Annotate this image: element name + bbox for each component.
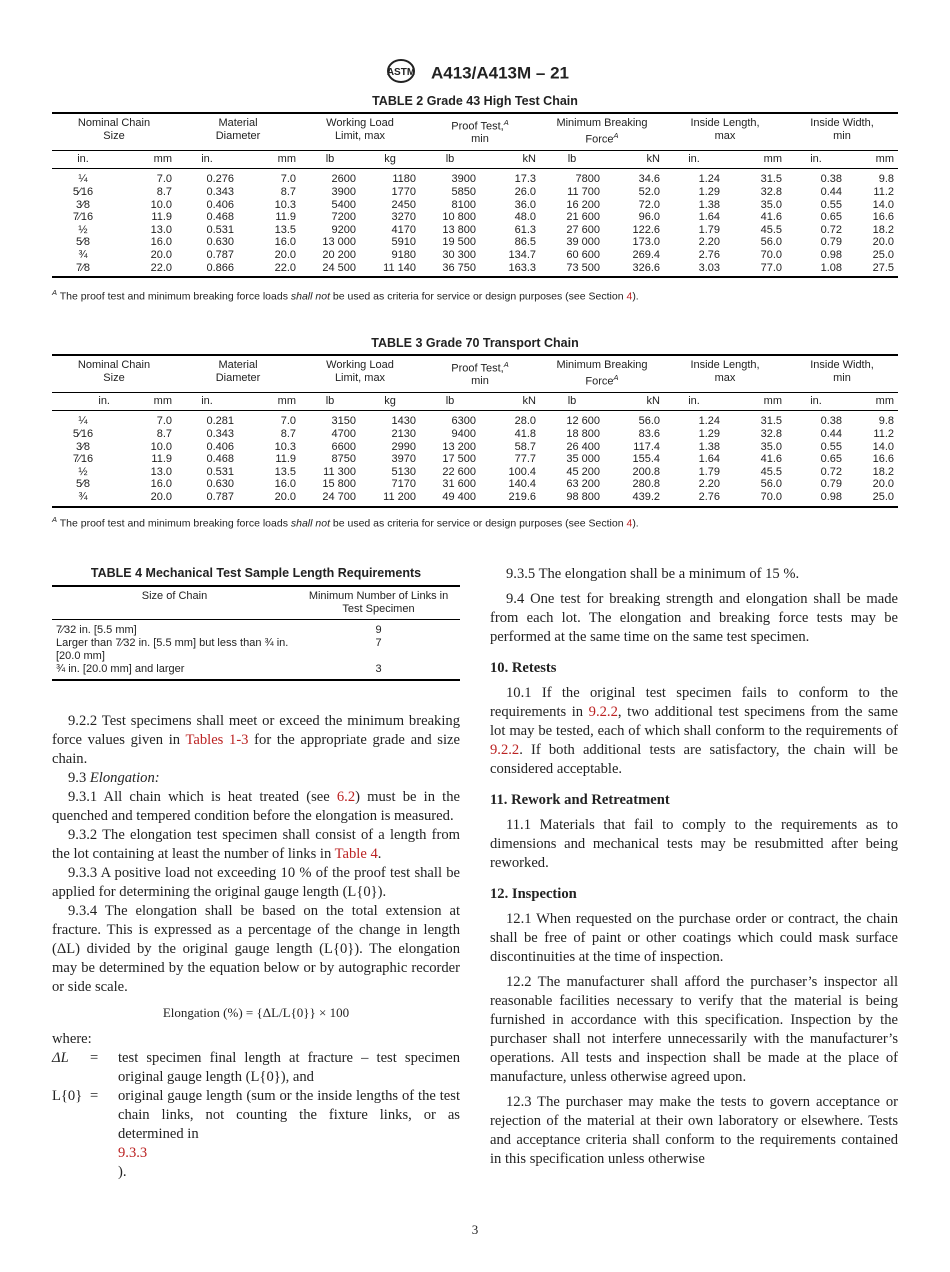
- table-cell: 13.5: [274, 465, 296, 478]
- table-row: [52, 199, 898, 212]
- table-cell: 7170: [391, 478, 416, 491]
- table-cell: 10.3: [274, 440, 296, 453]
- table-row: [52, 663, 460, 680]
- table-cell: 13.5: [274, 223, 296, 236]
- table-cell: 34.6: [638, 173, 660, 186]
- tables-1-3-link[interactable]: Tables 1-3: [185, 732, 249, 748]
- table-cell: ¼: [78, 415, 88, 428]
- table-row: [52, 453, 898, 466]
- table-cell: 0.787: [206, 249, 234, 261]
- table-cell: 16.0: [150, 236, 172, 249]
- table-cell: 9400: [451, 428, 476, 441]
- table-cell: 5910: [391, 236, 416, 249]
- table-cell: 9.8: [878, 415, 894, 428]
- table-cell: 280.8: [632, 478, 660, 491]
- table-cell: 20.0: [150, 491, 172, 503]
- table-cell: 0.630: [206, 236, 234, 249]
- table-cell: 0.98: [820, 491, 842, 503]
- table-cell: 12 600: [566, 415, 600, 428]
- table-cell: 27 600: [566, 223, 600, 236]
- table-cell: 1.24: [698, 173, 720, 186]
- table-cell: 439.2: [632, 491, 660, 503]
- where-delta-l: ΔL = test specimen final length at fracture – test specimen original gauge length (L{0}), and: [52, 1050, 460, 1085]
- table-cell: 5⁄8: [75, 478, 91, 491]
- table-cell: 0.55: [820, 198, 842, 211]
- para-11-1: 11.1 Materials that fail to comply to the requirements as to dimensions and mechanical tests may be resubmitted after being reworked.: [490, 817, 898, 871]
- table-cell: 2990: [391, 440, 416, 453]
- header-working-load: Working Load Limit, max: [326, 359, 394, 384]
- page-header: [0, 58, 950, 89]
- table-cell: 4170: [391, 223, 416, 236]
- table-cell: 45 200: [566, 465, 600, 478]
- table-cell: 1.64: [698, 211, 720, 224]
- table-cell: 17.3: [514, 173, 536, 186]
- table-cell: 9: [375, 624, 382, 636]
- table-row: [52, 211, 898, 224]
- section-12-heading: 12. Inspection: [490, 886, 577, 902]
- table-cell: 2.76: [698, 491, 720, 503]
- svg-text:ASTM: ASTM: [386, 67, 416, 78]
- table-cell: 173.0: [632, 236, 660, 249]
- table-cell: 5850: [451, 186, 476, 199]
- table-cell: 7⁄8: [75, 261, 91, 274]
- table-cell: 8100: [451, 198, 476, 211]
- header-min-breaking: Minimum Breaking Force$^A$: [556, 359, 648, 388]
- table-row: [52, 478, 898, 491]
- table-cell: 2600: [331, 173, 356, 186]
- table-cell: 0.406: [206, 198, 234, 211]
- units-row: in. mm in. mm lb kg lb kN lb kN in. mm in. mm: [52, 150, 898, 169]
- table-row: [52, 620, 460, 638]
- table-cell: 56.0: [760, 236, 782, 249]
- header-working-load: Working Load Limit, max: [326, 117, 394, 142]
- section-4-link[interactable]: 4: [626, 517, 633, 530]
- table-cell: 0.531: [206, 223, 234, 236]
- table-cell: ¾: [78, 249, 88, 261]
- table-cell: 18.2: [872, 223, 894, 236]
- table-cell: 1180: [392, 173, 416, 186]
- table-cell: 16.0: [274, 478, 296, 491]
- table-cell: 24 700: [322, 491, 356, 503]
- table-row: [52, 249, 898, 262]
- section-9-2-2-link[interactable]: 9.2.2: [588, 704, 618, 720]
- header-proof-test: Proof Test,$^A$ min: [451, 118, 509, 146]
- right-column: [490, 565, 898, 1169]
- table-cell: 63 200: [566, 478, 600, 491]
- table-cell: 0.343: [206, 186, 234, 199]
- table-cell: ½: [78, 465, 88, 478]
- table-cell: 15 800: [322, 478, 356, 491]
- table-cell: 9200: [331, 223, 356, 236]
- table-cell: 7200: [331, 211, 356, 224]
- table-cell: 14.0: [872, 440, 894, 453]
- table-cell: 21 600: [566, 211, 600, 224]
- table-cell: 0.55: [820, 440, 842, 453]
- section-10-heading: 10. Retests: [490, 660, 557, 676]
- table-cell: 2.20: [698, 236, 720, 249]
- table-cell: 56.0: [760, 478, 782, 491]
- table-cell: 2450: [391, 198, 416, 211]
- table-cell: 9180: [391, 249, 416, 261]
- table-cell: 0.787: [206, 491, 234, 503]
- table-cell: 83.6: [638, 428, 660, 441]
- header-inside-length: Inside Length, max: [690, 359, 760, 384]
- table4-title: TABLE 4 Mechanical Test Sample Length Requirements: [90, 566, 422, 580]
- table-cell: 5400: [331, 198, 356, 211]
- astm-logo-icon: [381, 58, 421, 89]
- table-cell: 1.29: [698, 186, 720, 199]
- header-material-diameter: Material Diameter: [215, 117, 261, 142]
- table-cell: 7800: [575, 173, 600, 186]
- table-cell: 1430: [391, 415, 416, 428]
- table-cell: 0.65: [820, 211, 842, 224]
- table-row: [52, 186, 898, 199]
- table-cell: 219.6: [508, 491, 536, 503]
- table-cell: 13.0: [150, 465, 172, 478]
- table-cell: 25.0: [872, 249, 894, 261]
- table-cell: 1.08: [820, 261, 842, 274]
- header-proof-test: Proof Test,$^A$ min: [451, 360, 509, 388]
- header-material-diameter: Material Diameter: [215, 359, 261, 384]
- table-cell: 98 800: [566, 491, 600, 503]
- section-6-2-link[interactable]: 6.2: [336, 789, 356, 805]
- table-cell: 7⁄16: [72, 211, 94, 224]
- table-cell: 16.6: [872, 453, 894, 466]
- table-cell: 0.72: [820, 223, 842, 236]
- table-cell: 8750: [331, 453, 356, 466]
- table-cell: 11.9: [151, 211, 172, 224]
- table-cell: 3900: [451, 173, 476, 186]
- table-cell: 200.8: [632, 465, 660, 478]
- header-inside-width: Inside Width, min: [810, 359, 874, 384]
- table-cell: 7.0: [280, 415, 296, 428]
- table-cell: 117.4: [633, 440, 660, 453]
- table-cell: 20.0: [150, 249, 172, 261]
- page-number: 3: [471, 1222, 479, 1237]
- table-cell: 41.6: [760, 211, 782, 224]
- para-9-3: 9.3 Elongation:: [68, 770, 160, 786]
- table-cell: 1.38: [698, 198, 720, 211]
- table-cell: 61.3: [514, 223, 536, 236]
- where-l0: L{0} = original gauge length (sum or the inside lengths of the test chain links, not counting the fixture links, or as determined in 9.3.3 ).: [52, 1088, 460, 1180]
- table-cell: 20.0: [872, 478, 894, 491]
- table-cell: 1.79: [698, 465, 720, 478]
- table-cell: 134.7: [508, 249, 536, 261]
- section-9-2-2-link[interactable]: 9.2.2: [490, 742, 520, 758]
- table-cell: 22.0: [274, 261, 296, 274]
- table-cell: 5⁄16: [72, 186, 94, 199]
- table-row: [52, 466, 898, 479]
- table-cell: 3900: [331, 186, 356, 199]
- table-cell: 0.98: [820, 249, 842, 261]
- table-cell: 7.0: [156, 173, 172, 186]
- para-10-1: 10.1 If the original test specimen fails to conform to the requirements in 9.2.2, two additional test specimens from the same lot may be tested, each of which shall conform to the requirements of 9.2.2. If both additional tests are satisfactory, the chain will be considered acceptable.: [490, 685, 898, 777]
- table-cell: 73 500: [566, 261, 600, 274]
- table-cell: 1.79: [698, 223, 720, 236]
- table-cell: 3⁄8: [75, 198, 91, 211]
- table-row: [52, 169, 898, 186]
- table-cell: 10.0: [150, 198, 172, 211]
- table-cell: 10.3: [274, 198, 296, 211]
- table-cell: 16.0: [274, 236, 296, 249]
- table-cell: 45.5: [760, 223, 782, 236]
- table-cell: 5130: [391, 465, 416, 478]
- table2: [52, 112, 898, 278]
- table-cell: 77.0: [760, 261, 782, 274]
- table-cell: 41.6: [760, 453, 782, 466]
- table-cell: 0.79: [820, 236, 842, 249]
- table-cell: 35.0: [760, 440, 782, 453]
- table3-title: TABLE 3 Grade 70 Transport Chain: [371, 336, 579, 350]
- table-cell: 18 800: [566, 428, 600, 441]
- table-cell: 20.0: [872, 236, 894, 249]
- table-cell: 0.343: [206, 428, 234, 441]
- para-9-3-3: 9.3.3 A positive load not exceeding 10 % of the proof test shall be applied for determining the original gauge length (L{0}).: [52, 865, 460, 900]
- table4-header-links: Minimum Number of Links in Test Specimen: [297, 586, 460, 620]
- table-cell: 326.6: [632, 261, 660, 274]
- table-cell: 36.0: [514, 198, 536, 211]
- table2-title: TABLE 2 Grade 43 High Test Chain: [372, 94, 578, 108]
- table-cell: 8.7: [156, 428, 172, 441]
- table-cell: 70.0: [760, 249, 782, 261]
- table-cell: 11.2: [873, 428, 894, 441]
- document-id: A413/A413M – 21: [431, 63, 569, 83]
- table-cell: 7.0: [280, 173, 296, 186]
- table-cell: 20 200: [322, 249, 356, 261]
- table-cell: 96.0: [638, 211, 660, 224]
- table4: [52, 585, 460, 681]
- table-cell: 11 700: [567, 186, 600, 199]
- table-cell: 0.44: [820, 186, 842, 199]
- table-cell: 26 400: [566, 440, 600, 453]
- table-cell: 2.76: [698, 249, 720, 261]
- table-cell: 8.7: [280, 186, 296, 199]
- units-row: in. mm in. mm lb kg lb kN lb kN in. mm in. mm: [52, 392, 898, 411]
- table-cell: 48.0: [514, 211, 536, 224]
- para-9-3-1: 9.3.1 All chain which is heat treated (see 6.2) must be in the quenched and tempered condition before the elongation is measured.: [52, 789, 460, 824]
- table-cell: 155.4: [632, 453, 660, 466]
- header-nominal-size: Nominal Chain Size: [77, 359, 151, 384]
- header-min-breaking: Minimum Breaking Force$^A$: [556, 117, 648, 146]
- table-cell: 1.29: [698, 428, 720, 441]
- section-4-link[interactable]: 4: [626, 290, 633, 303]
- table-cell: 35 000: [566, 453, 600, 466]
- table-row: [52, 224, 898, 237]
- table-cell: 60 600: [566, 249, 600, 261]
- table-cell: 269.4: [632, 249, 660, 261]
- table-cell: 1770: [391, 186, 416, 199]
- table-row: [52, 262, 898, 278]
- table-cell: 163.3: [508, 261, 536, 274]
- para-12-1: 12.1 When requested on the purchase order or contract, the chain shall be free of paint or other coatings which could mask surface discontinuities at the time of inspection.: [490, 911, 898, 965]
- table-cell: 3150: [331, 415, 356, 428]
- table-cell: 86.5: [514, 236, 536, 249]
- table-cell: 8.7: [280, 428, 296, 441]
- table-cell: 3.03: [698, 261, 720, 274]
- para-9-2-2: 9.2.2 Test specimens shall meet or exceed the minimum breaking force values given in Tables 1-3 for the appropriate grade and size chain.: [52, 713, 460, 767]
- table-cell: 9.8: [878, 173, 894, 186]
- table-cell: 6300: [451, 415, 476, 428]
- table-cell: 45.5: [760, 465, 782, 478]
- table3-footnote: $^A$ The proof test and minimum breaking force loads shall not be used as criteria for service or design purposes (see Section 4).: [52, 515, 639, 530]
- table-cell: 0.866: [206, 261, 234, 274]
- table-cell: 27.5: [872, 261, 894, 274]
- table-cell: 22 600: [442, 465, 476, 478]
- table-cell: 13 000: [322, 236, 356, 249]
- table-cell: 11 140: [383, 261, 416, 274]
- table-cell: 7.0: [156, 415, 172, 428]
- table-cell: 2130: [391, 428, 416, 441]
- table-cell: 32.8: [760, 186, 782, 199]
- table-cell: Larger than 7⁄32 in. [5.5 mm] but less than ¾ in. [20.0 mm]: [56, 637, 289, 662]
- table-cell: 25.0: [872, 491, 894, 503]
- table-cell: 58.7: [514, 440, 536, 453]
- table-cell: 2.20: [698, 478, 720, 491]
- table-cell: 77.7: [514, 453, 536, 466]
- table-cell: ¾ in. [20.0 mm] and larger: [56, 663, 185, 675]
- table-cell: ½: [78, 223, 88, 236]
- table-cell: 32.8: [760, 428, 782, 441]
- table-cell: 1.38: [698, 440, 720, 453]
- table-cell: 100.4: [508, 465, 536, 478]
- table-cell: 8.7: [156, 186, 172, 199]
- table-cell: 5⁄16: [72, 428, 94, 441]
- table-cell: ¼: [78, 173, 88, 186]
- section-9-3-3-link[interactable]: 9.3.3: [118, 1145, 148, 1161]
- table-cell: 3970: [391, 453, 416, 466]
- table-cell: 20.0: [274, 491, 296, 503]
- table-cell: 16.0: [150, 478, 172, 491]
- table-cell: 19 500: [442, 236, 476, 249]
- table-cell: 16 200: [566, 198, 600, 211]
- table-cell: 26.0: [514, 186, 536, 199]
- table-cell: 28.0: [514, 415, 536, 428]
- table-cell: 140.4: [508, 478, 536, 491]
- table-row: [52, 411, 898, 428]
- table-cell: 30 300: [442, 249, 476, 261]
- table-cell: 0.79: [820, 478, 842, 491]
- table-cell: 5⁄8: [75, 236, 91, 249]
- table-row: [52, 236, 898, 249]
- elongation-equation: Elongation (%) = {ΔL/L{0}} × 100: [162, 1005, 350, 1020]
- table-cell: 7⁄32 in. [5.5 mm]: [56, 624, 137, 636]
- table-cell: 0.630: [206, 478, 234, 491]
- table-cell: 39 000: [566, 236, 600, 249]
- table-cell: 0.72: [820, 465, 842, 478]
- para-9-4: 9.4 One test for breaking strength and elongation shall be made from each lot. The elongation and breaking force tests may be performed at the same time on the same test specimen.: [490, 591, 898, 645]
- table-cell: 18.2: [872, 465, 894, 478]
- table-cell: 3270: [391, 211, 416, 224]
- table-cell: 20.0: [274, 249, 296, 261]
- table-cell: 70.0: [760, 491, 782, 503]
- para-9-3-5: 9.3.5 The elongation shall be a minimum of 15 %.: [506, 566, 800, 582]
- para-12-2: 12.2 The manufacturer shall afford the purchaser’s inspector all reasonable facilities necessary to verify that the material is being furnished in accordance with this specification. Inspection by the purchaser shall not interfere unnecessarily with the manufacturer’s operations. All tests and inspection shall be made at the place of manufacture, unless otherwise agreed upon.: [490, 974, 898, 1085]
- table-cell: 0.276: [206, 173, 234, 186]
- table-cell: 49 400: [442, 491, 476, 503]
- header-inside-length: Inside Length, max: [690, 117, 760, 142]
- table-cell: 10 800: [442, 211, 476, 224]
- table-cell: 36 750: [442, 261, 476, 274]
- table-cell: 0.468: [206, 453, 234, 466]
- header-nominal-size: Nominal Chain Size: [77, 117, 151, 142]
- table-cell: 11 300: [323, 465, 356, 478]
- table-cell: 0.281: [206, 415, 234, 428]
- table2-footnote: $^A$ The proof test and minimum breaking force loads shall not be used as criteria for service or design purposes (see Section 4).: [52, 288, 639, 303]
- table-cell: 11.9: [151, 453, 172, 466]
- table-cell: 11.9: [275, 453, 296, 466]
- table-cell: 4700: [331, 428, 356, 441]
- section-11-heading: 11. Rework and Retreatment: [490, 792, 670, 808]
- table-cell: 3⁄8: [75, 440, 91, 453]
- table-cell: 14.0: [872, 198, 894, 211]
- table-cell: 7: [375, 637, 382, 649]
- table-cell: 10.0: [150, 440, 172, 453]
- table-row: [52, 428, 898, 441]
- table-cell: 0.468: [206, 211, 234, 224]
- table-cell: 0.38: [820, 415, 842, 428]
- table-cell: 3: [375, 663, 382, 675]
- table-cell: 11 200: [383, 491, 416, 503]
- table-row: [52, 441, 898, 454]
- table-cell: 1.24: [698, 415, 720, 428]
- para-9-3-4: 9.3.4 The elongation shall be based on the total extension at fracture. This is expressed as a percentage of the change in length (ΔL) divided by the original gauge length (L{0}). The elongation may be determined by the equation below or by autographic recorder or side scale.: [52, 903, 460, 995]
- table-cell: 0.44: [820, 428, 842, 441]
- header-inside-width: Inside Width, min: [810, 117, 874, 142]
- table-cell: 122.6: [632, 223, 660, 236]
- table-cell: 13 200: [442, 440, 476, 453]
- table-cell: 13.0: [150, 223, 172, 236]
- table-cell: 22.0: [150, 261, 172, 274]
- table-4-link[interactable]: Table 4: [334, 846, 378, 862]
- table-cell: 31 600: [442, 478, 476, 491]
- table-cell: 0.38: [820, 173, 842, 186]
- table-cell: 6600: [331, 440, 356, 453]
- table-cell: 16.6: [872, 211, 894, 224]
- table-cell: 31.5: [760, 415, 782, 428]
- table-cell: 35.0: [760, 198, 782, 211]
- table-cell: 56.0: [638, 415, 660, 428]
- table4-header-size: Size of Chain: [52, 586, 297, 620]
- table3: [52, 354, 898, 508]
- para-12-3: 12.3 The purchaser may make the tests to govern acceptance or rejection of the material at their own laboratory or elsewhere. Tests and acceptance criteria shall conform to the requirements contained in this specification unless otherwise: [490, 1094, 898, 1167]
- table-cell: 41.8: [514, 428, 536, 441]
- table-cell: 11.2: [873, 186, 894, 199]
- left-column: [52, 712, 460, 1182]
- table-cell: 0.65: [820, 453, 842, 466]
- table-row: [52, 491, 898, 507]
- table-cell: 72.0: [638, 198, 660, 211]
- table-cell: 52.0: [638, 186, 660, 199]
- table-cell: 13 800: [442, 223, 476, 236]
- table-cell: 24 500: [322, 261, 356, 274]
- table-cell: 11.9: [275, 211, 296, 224]
- table-cell: 31.5: [760, 173, 782, 186]
- table-cell: 7⁄16: [72, 453, 94, 466]
- where-label: where:: [52, 1031, 92, 1047]
- table-cell: 0.406: [206, 440, 234, 453]
- table-row: [52, 637, 460, 663]
- para-9-3-2: 9.3.2 The elongation test specimen shall consist of a length from the lot containing at least the number of links in Table 4.: [52, 827, 460, 862]
- table-cell: 1.64: [698, 453, 720, 466]
- table-cell: 0.531: [206, 465, 234, 478]
- table-cell: ¾: [78, 491, 88, 503]
- table-cell: 17 500: [442, 453, 476, 466]
